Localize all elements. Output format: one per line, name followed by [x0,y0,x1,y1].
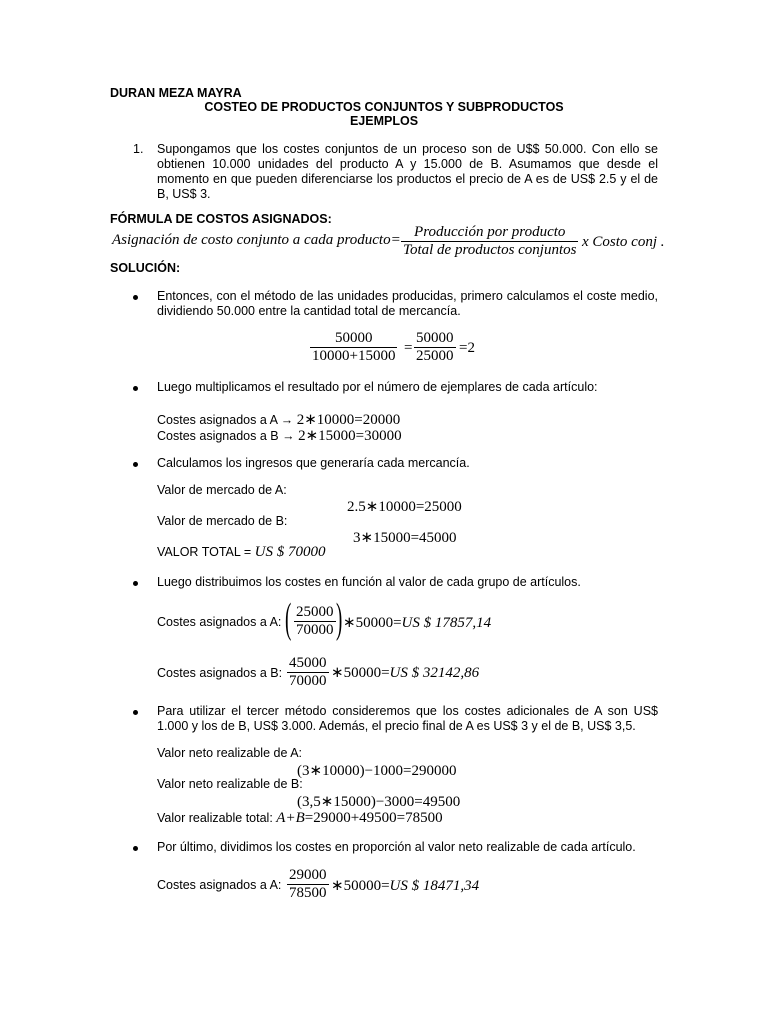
step4-lineA-tail [343,613,491,632]
bullet-3 [133,462,138,467]
problem-number: 1. [133,142,144,156]
step4-lineA-num: 25000 [296,604,334,620]
solution-heading: SOLUCIÓN: [110,261,181,275]
step4-lineA-result: US $ 17857,14 [401,615,492,631]
formula-fraction [401,224,578,259]
step6-lineA-tail [331,876,479,895]
bullet-4 [133,581,138,586]
step4-lineA-paren-right: ) [336,596,343,642]
step4-lineA-label: Costes asignados a A: [157,615,282,629]
step4-lineB-fraction [287,655,329,690]
step4-lineB-result: US $ 32142,86 [389,665,480,681]
step4-lineA-den: 70000 [296,622,334,638]
step1-fraction-2 [414,330,456,365]
step1-result: =2 [459,340,475,356]
step2-lineA-math: 2∗10000=20000 [296,412,401,428]
step6-lineA-result: US $ 18471,34 [389,878,480,894]
author-name: DURAN MEZA MAYRA [110,86,242,100]
step4-lineA-paren-left: ( [285,596,292,642]
step5-nrvB-label: Valor neto realizable de B: [157,777,303,791]
bullet-6 [133,846,138,851]
step5-nrvA-math [297,761,457,780]
step4-lineB-den: 70000 [289,673,327,689]
step3-marketB-math: 3∗15000=45000 [353,530,457,546]
formula-rhs: x Costo conj . [582,234,665,250]
step3-text: Calculamos los ingresos que generaría cada mercancía. [157,456,470,470]
step3-marketA-label: Valor de mercado de A: [157,483,287,497]
step3-total [157,544,325,561]
step1-text: Entonces, con el método de las unidades producidas, primero calculamos el coste medio, dividiendo 50.000 entre la cantidad total de mercancía. [157,289,658,318]
step5-nrvB-expr: 3,5∗15000 [302,794,371,810]
bullet-5 [133,710,138,715]
step3-total-math: US $ 70000 [254,544,326,560]
step3-marketB-label: Valor de mercado de B: [157,514,288,528]
step5-nrvB-math [297,792,460,811]
formula-heading: FÓRMULA DE COSTOS ASIGNADOS: [110,212,332,226]
paren-close: ) [359,763,365,779]
step3-total-label: VALOR TOTAL = [157,545,252,559]
step3-marketA-math: 2.5∗10000=25000 [347,499,462,515]
step1-den2: 25000 [416,348,454,364]
step5-total-label: Valor realizable total: [157,811,273,825]
formula-denominator: Total de productos conjuntos [403,242,577,258]
step4-text: Luego distribuimos los costes en función al valor de cada grupo de artículos. [157,575,581,589]
step5-text: Para utilizar el tercer método consideremos que los costes adicionales de A son US$ 1.000 y los de B, US$ 3.000. Además, el precio final de A es US$ 3 y el de B, US$ 3,5. [157,704,658,733]
paren-close: ) [370,794,376,810]
step1-num2: 50000 [416,330,454,346]
step2-lineB-math: 2∗15000=30000 [298,428,402,444]
step6-lineA-rest: ∗50000= [331,878,390,894]
step6-lineA-fraction [287,867,329,902]
step6-lineA-num: 29000 [289,867,327,883]
step4-lineB-num: 45000 [289,655,327,671]
step4-lineA-fraction [294,604,336,639]
step6-text: Por último, dividimos los costes en proporción al valor neto realizable de cada artículo. [157,840,636,854]
step2-lineA-label: Costes asignados a A → [157,413,294,427]
step5-nrvA-label: Valor neto realizable de A: [157,746,303,760]
bullet-1 [133,295,138,300]
step5-total-math: =29000+49500=78500 [304,810,443,826]
paren-open: ( [297,763,302,779]
bullet-2 [133,386,138,391]
step1-fraction-1 [310,330,397,365]
step2-text: Luego multiplicamos el resultado por el número de ejemplares de cada artículo: [157,380,598,394]
step6-lineA-den: 78500 [289,885,327,901]
step2-lineB [157,426,402,445]
step5-nrvA-expr: 3∗10000 [302,763,360,779]
document-title: COSTEO DE PRODUCTOS CONJUNTOS Y SUBPRODUCTOS [204,100,564,114]
step1-equals: = [404,340,413,356]
step5-nrvB-rest: −3000=49500 [375,794,461,810]
step1-den1: 10000+15000 [312,348,396,364]
formula-lhs: Asignación de costo conjunto a cada producto= [112,232,401,248]
step5-total-vars: A+B [276,810,305,826]
step5-nrvA-rest: −1000=290000 [364,763,457,779]
step4-lineB-rest: ∗50000= [331,665,390,681]
step6-lineA-label: Costes asignados a A: [157,878,282,892]
step4-lineB-tail [331,663,479,682]
step5-total [157,810,443,827]
step2-lineB-label: Costes asignados a B → [157,429,295,443]
formula-numerator: Producción por producto [414,224,566,240]
step4-lineA-rest: ∗50000= [343,615,402,631]
step1-num1: 50000 [334,330,373,346]
document-subtitle: EJEMPLOS [349,114,419,128]
problem-text: Supongamos que los costes conjuntos de un proceso son de U$$ 50.000. Con ello se obtienen 10.000 unidades del producto A y 15.000 de B. Asumamos que desde el momento en que pueden diferenciarse los productos el precio de A es de US$ 2.5 y el de B, US$ 3. [157,142,658,201]
paren-open: ( [297,794,302,810]
step4-lineB-label: Costes asignados a B: [157,666,283,680]
